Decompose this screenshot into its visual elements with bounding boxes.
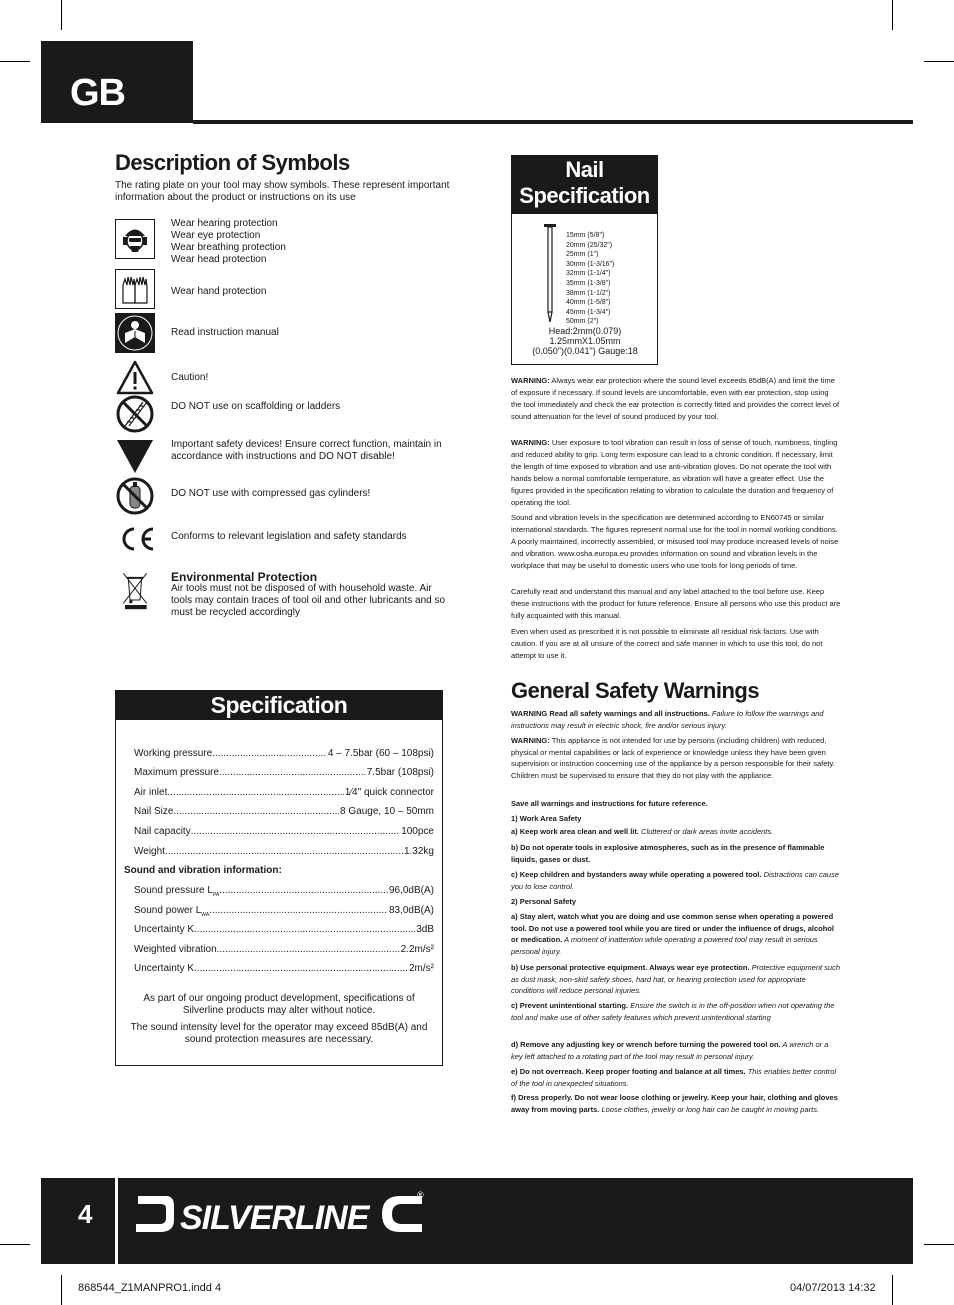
gsw-section-personal-safety: 2) Personal Safety [511, 897, 577, 906]
gsw-item: a) Stay alert, watch what you are doing and use common sense when operating a powered tool. Do not use a powered tool while you are tired or under the influence of drugs, alcohol or medication. A moment of inattention while operating a powered tool may result in serious personal injury. [511, 912, 834, 956]
spec-row: Air inlet ..... 1⁄4" quick connector [134, 787, 434, 799]
spec-row: Nail Size ..... 8 Gauge, 10 – 50mm [134, 806, 434, 818]
spec-note-development: As part of our ongoing product development, specifications of Silverline products may alter without notice. [143, 993, 415, 1016]
spec-row: Nail capacity ..... 100pce [134, 826, 434, 838]
gsw-save-instructions: Save all warnings and instructions for future reference. [511, 799, 708, 808]
date-slug: 04/07/2013 14:32 [790, 1282, 876, 1294]
page-number: 4 [78, 1199, 93, 1229]
gsw-item: d) Remove any adjusting key or wrench before turning the powered tool on. A wrench or a key left attached to a rotating part of the tool may result in personal injury. [511, 1040, 829, 1061]
spec-row: Maximum pressure ..... 7.5bar (108psi) [134, 767, 434, 779]
warning-ear-protection: WARNING: Always wear ear protection where the sound level exceeds 85dB(A) and limit the time of exposure if necessary. If sound levels are uncomfortable, even with ear protection, stop using the tool immediately and check the ear protection is correctly fitted and provides the correct level of sound attenuation for the level of sound produced by your tool. [511, 376, 840, 421]
gsw-item: c) Prevent unintentional starting. Ensure the switch is in the off-position when not operating the tool and make use of other safety features which prevent unintentional starting [511, 1001, 835, 1022]
symbol-label-gloves: Wear hand protection [171, 286, 267, 297]
sound-vibration-title: Sound and vibration information: [124, 865, 282, 876]
wheelie-bin-icon [115, 570, 155, 610]
symbol-label-caution: Caution! [171, 372, 209, 383]
caution-icon [115, 358, 155, 398]
region-code: GB [70, 72, 125, 114]
symbol-label-ce: Conforms to relevant legislation and safety standards [171, 531, 407, 542]
spec-row: Sound power $L_{WA}$ ..... 83,0dB(A) [134, 905, 434, 921]
symbol-label-safety-devices: Important safety devices! Ensure correct function, maintain in accordance with instructions and DO NOT disable! [171, 439, 442, 462]
crop-mark [61, 0, 62, 30]
specification-title: Specification [210, 692, 348, 718]
spec-row: Weighted vibration ..... 2.2m/s² [134, 944, 434, 956]
gsw-item: e) Do not overreach. Keep proper footing and balance at all times. This enables better control of the tool in unexpected situations. [511, 1067, 837, 1088]
nail-length-list: 15mm (5/8") 20mm (25/32") 25mm (1") 30mm (1-3/16") 32mm (1-1/4") 35mm (1-3/8") 38mm (1-1/2") 40mm (1-5/8") 45mm (1-3/4") 50mm (2") [566, 232, 615, 326]
env-protection-title: Environmental Protection [171, 570, 318, 584]
warning-vibration: WARNING: User exposure to tool vibration can result in loss of sense of touch, numbness, tingling and reduced ability to grip. Long term exposure can lead to a chronic condition. If necessary, limit the length of time exposed to vibration and use anti-vibration gloves. Do not operate the tool with hands below a normal comfortable temperature, as vibration will have a greater effect. Use the figures provided in the specification relating to vibration to calculate the duration and frequency of operating the tool. [511, 438, 838, 507]
symbols-intro: The rating plate on your tool may show symbols. These represent important information about the product or instructions on its use [115, 180, 450, 203]
env-protection [171, 571, 446, 619]
spec-row: Working pressure ..... 4 – 7.5bar (60 – 108psi) [134, 748, 434, 760]
gsw-item: b) Use personal protective equipment. Always wear eye protection. Protective equipment such as dust mask, non-skid safety shoes, hard hat, or hearing protection used for appropriate conditions will reduce personal injuries. [511, 963, 841, 996]
spec-note-sound: The sound intensity level for the operator may exceed 85dB(A) and sound protection measures are necessary. [130, 1022, 428, 1045]
crop-mark [892, 0, 893, 30]
warning-read-manual: Carefully read and understand this manual and any label attached to the tool before use. Keep these instructions with the product for future reference. Ensure all persons who use this product are fully acquainted with this manual. [511, 587, 841, 620]
symbol-label-ppe: Wear hearing protection Wear eye protection Wear breathing protection Wear head protection [171, 218, 286, 265]
gsw-item: c) Keep children and bystanders away while operating a powered tool. Distractions can cause you to lose control. [511, 870, 840, 891]
nail-spec-title: Nail Specification [519, 157, 650, 208]
warning-standards: Sound and vibration levels in the specification are determined according to EN60745 or similar international standards. The figures represent normal use for the tool in normal working conditions. A poorly maintained, incorrectly assembled, or misused tool may produce increased levels of noise and vibration. www.osha.europa.eu provides information on sound and vibration levels in the workplace that may be useful to domestic users who use tools for long periods of time. [511, 513, 839, 570]
warning-residual-risk: Even when used as prescribed it is not possible to eliminate all residual risk factors. Use with caution. If you are at all unsure of the correct and safe manner in which to use this tool, do not attempt to use it. [511, 627, 823, 660]
footer-divider [115, 1178, 118, 1264]
ce-mark-icon [115, 519, 155, 559]
nail-diagram-icon [540, 224, 560, 324]
crop-mark [924, 61, 954, 62]
env-protection-text: Air tools must not be disposed of with household waste. Air tools may contain traces of tool oil and other lubricants and so must be recycled accordingly [171, 583, 446, 618]
manual-icon [115, 313, 155, 353]
svg-text:SILVERLINE: SILVERLINE [180, 1199, 369, 1237]
specification-box [115, 690, 443, 1066]
symbol-label-no-ladder: DO NOT use on scaffolding or ladders [171, 401, 341, 412]
symbol-label-no-gas: DO NOT use with compressed gas cylinders! [171, 488, 371, 499]
crop-mark [0, 1244, 30, 1245]
symbols-title: Description of Symbols [115, 150, 350, 175]
spec-row: Uncertainty K ..... 2m/s² [134, 963, 434, 975]
no-ladder-icon [115, 394, 155, 434]
nail-dimensions: Head:2mm(0.079) 1.25mmX1.05mm (0.050")(0.041") Gauge:18 [532, 326, 638, 356]
spec-row: Sound pressure $L_{PA}$ ..... 96,0dB(A) [134, 885, 434, 901]
gloves-icon [115, 269, 155, 309]
gsw-item: a) Keep work area clean and well lit. Cluttered or dark areas invite accidents. [511, 827, 774, 836]
header-rule [193, 120, 913, 124]
svg-text:®: ® [417, 1190, 424, 1200]
gsw-item: b) Do not operate tools in explosive atmospheres, such as in the presence of flammable liquids, gases or dust. [511, 843, 825, 864]
spec-row: Weight ..... 1.32kg [134, 846, 434, 858]
general-safety-title: General Safety Warnings [511, 678, 760, 703]
gsw-intro: WARNING Read all safety warnings and all instructions. Failure to follow the warnings and instructions may result in electric shock, fire and/or serious injury. [511, 709, 824, 730]
file-slug: 868544_Z1MANPRO1.indd 4 [78, 1282, 222, 1294]
crop-mark [61, 1275, 62, 1305]
gsw-item: f) Dress properly. Do not wear loose clothing or jewelry. Keep your hair, clothing and gloves away from moving parts. Loose clothes, jewelry or long hair can be caught in moving parts. [511, 1093, 838, 1114]
silverline-logo [130, 1186, 430, 1246]
symbol-label-manual: Read instruction manual [171, 327, 279, 338]
gsw-child-warning: WARNING: This appliance is not intended for use by persons (including children) with reduced, physical or mental capabilities or lack of experience or knowledge unless they have been given supervision or instruction concerning use of the appliance by a person responsible for their safety. Children must be supervised to ensure that they do not play with the appliance. [511, 736, 835, 780]
crop-mark [924, 1244, 954, 1245]
no-gas-cylinder-icon [115, 476, 155, 516]
spec-row: Uncertainty K ..... 3dB [134, 924, 434, 936]
safety-triangle-icon [115, 436, 155, 476]
ppe-head-icon [115, 219, 155, 259]
gsw-section-work-area: 1) Work Area Safety [511, 814, 582, 823]
crop-mark [0, 61, 30, 62]
crop-mark [892, 1275, 893, 1305]
